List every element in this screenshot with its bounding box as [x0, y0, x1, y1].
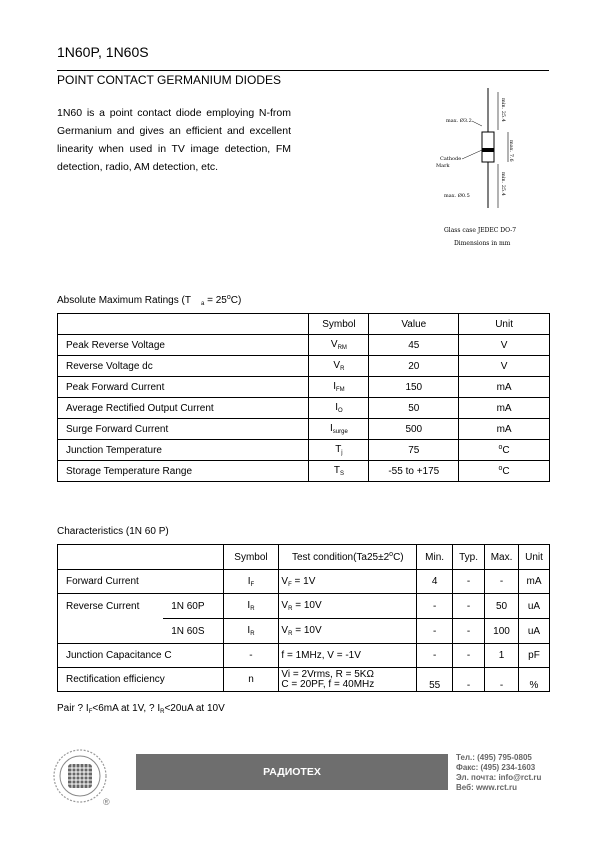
- unit: mA: [519, 570, 550, 594]
- contact-email: Эл. почта: info@rct.ru: [456, 773, 542, 782]
- param: Reverse Current: [58, 594, 164, 619]
- description: 1N60 is a point contact diode employing N-from Germanium and gives an efficient and excellent linearity when used in TV image detection, FM detection, radio, AM detection, etc.: [57, 107, 291, 173]
- header-unit: Unit: [519, 545, 550, 570]
- min: -: [417, 644, 453, 668]
- contact-web: Веб: www.rct.ru: [456, 783, 517, 792]
- symbol: $T_j$: [309, 440, 369, 461]
- abs-max-header-row: [58, 314, 550, 335]
- max: -: [485, 570, 519, 594]
- condition: $V_F = 1V$: [279, 570, 417, 594]
- dimensions-note: Dimensions in mm: [454, 240, 511, 247]
- value: 45: [369, 335, 459, 356]
- value: 150: [369, 377, 459, 398]
- condition: $V_R = 10V$: [279, 594, 417, 619]
- chars-table: [57, 544, 550, 692]
- header-value: Value: [369, 314, 459, 335]
- symbol: $I_O$: [309, 398, 369, 419]
- header-symbol: Symbol: [309, 314, 369, 335]
- company-logo: [52, 748, 108, 804]
- typ: -: [453, 644, 485, 668]
- header-typ: Typ.: [453, 545, 485, 570]
- param: Average Rectified Output Current: [58, 398, 309, 419]
- symbol: $V_R$: [309, 356, 369, 377]
- header-max: Max.: [485, 545, 519, 570]
- symbol: $I_R$: [223, 594, 279, 619]
- table-row: [58, 668, 550, 692]
- model: 1N 60S: [163, 619, 223, 644]
- table-row: [58, 594, 550, 619]
- cathode-mark-label: Mark: [436, 163, 450, 169]
- unit: pF: [519, 644, 550, 668]
- symbol: $I_{FM}$: [309, 377, 369, 398]
- value: 500: [369, 419, 459, 440]
- unit: $^o$C: [459, 440, 550, 461]
- chars-title: Characteristics (1N 60 P): [57, 526, 169, 537]
- param: Surge Forward Current: [58, 419, 309, 440]
- param: Peak Reverse Voltage: [58, 335, 309, 356]
- unit: uA: [519, 594, 550, 619]
- symbol: $I_F$: [223, 570, 279, 594]
- unit: mA: [459, 419, 550, 440]
- table-row: [58, 619, 550, 644]
- unit: uA: [519, 619, 550, 644]
- table-row: [58, 398, 550, 419]
- param: Forward Current: [58, 570, 164, 594]
- param: Storage Temperature Range: [58, 461, 309, 482]
- unit: mA: [459, 398, 550, 419]
- table-row: [58, 440, 550, 461]
- condition: $V_R = 10V$: [279, 619, 417, 644]
- abs-max-table: [57, 313, 550, 482]
- table-row: [58, 335, 550, 356]
- header-unit: Unit: [459, 314, 550, 335]
- value: 75: [369, 440, 459, 461]
- param: Peak Forward Current: [58, 377, 309, 398]
- brand-band: [136, 754, 448, 790]
- contact-phone: Тел.: (495) 795-0805: [456, 753, 532, 762]
- unit: $^o$C: [459, 461, 550, 482]
- typ: -: [453, 668, 485, 692]
- symbol: $I_R$: [223, 619, 279, 644]
- param: Junction Temperature: [58, 440, 309, 461]
- typ: -: [453, 619, 485, 644]
- dim-dia-wire: max. Ø0.5: [444, 193, 470, 199]
- contact-info: [456, 753, 541, 793]
- dim-bottom: min. 25.4: [500, 172, 506, 196]
- case-label: Glass case JEDEC DO-7: [444, 227, 517, 234]
- page-subtitle: POINT CONTACT GERMANIUM DIODES: [57, 73, 282, 87]
- condition: f = 1MHz, V = -1V: [279, 644, 417, 668]
- header-symbol: Symbol: [223, 545, 279, 570]
- brand-name: РАДИОТЕХ: [263, 766, 321, 778]
- table-row: [58, 356, 550, 377]
- dim-top: min. 25.4: [500, 98, 506, 122]
- dim-body: max. 7.6: [508, 140, 514, 162]
- header-test-condition: Test $condition(Ta25\pm 2^oC)$: [279, 545, 417, 570]
- table-row: [58, 419, 550, 440]
- symbol: -: [223, 644, 279, 668]
- header-min: Min.: [417, 545, 453, 570]
- min: 4: [417, 570, 453, 594]
- typ: -: [453, 570, 485, 594]
- value: 50: [369, 398, 459, 419]
- symbol: $I_{surge}$: [309, 419, 369, 440]
- table-row: [58, 461, 550, 482]
- table-row: [58, 570, 550, 594]
- param: Junction Capacitance C: [58, 644, 224, 668]
- max: 50: [485, 594, 519, 619]
- symbol: $V_{RM}$: [309, 335, 369, 356]
- unit: V: [459, 356, 550, 377]
- max: 1: [485, 644, 519, 668]
- typ: -: [453, 594, 485, 619]
- page-title: 1N60P, 1N60S: [57, 44, 149, 60]
- max: 100: [485, 619, 519, 644]
- registered-mark: ®: [103, 797, 110, 807]
- table-row: [58, 644, 550, 668]
- package-diagram: [432, 88, 542, 253]
- min: -: [417, 619, 453, 644]
- chars-header-row: [58, 545, 550, 570]
- model: [163, 570, 223, 594]
- unit: %: [519, 668, 550, 692]
- symbol: $T_S$: [309, 461, 369, 482]
- table-row: [58, 377, 550, 398]
- cathode-label: Cathode: [440, 156, 462, 162]
- value: 20: [369, 356, 459, 377]
- min: -: [417, 594, 453, 619]
- abs-max-title: Absolute Maximum Ratings (T $_a = 25^oC$): [57, 294, 242, 307]
- param: [58, 619, 164, 644]
- value: -55 to +175: [369, 461, 459, 482]
- pair-note: Pair ? $I_F<6mA$ at 1V, ? $I_R<20uA$ at 10V: [57, 703, 225, 715]
- unit: mA: [459, 377, 550, 398]
- unit: V: [459, 335, 550, 356]
- param: Rectification efficiency: [58, 668, 224, 692]
- dim-dia-lead: max. Ø3.2: [446, 118, 472, 124]
- param: Reverse Voltage dc: [58, 356, 309, 377]
- title-divider: [57, 70, 549, 71]
- min: 55: [417, 668, 453, 692]
- condition: Vi = 2Vrms, R = 5KΩ C = 20PF, f = 40MHz: [279, 668, 417, 692]
- contact-fax: Факс: (495) 234-1603: [456, 763, 536, 772]
- model: 1N 60P: [163, 594, 223, 619]
- symbol: n: [223, 668, 279, 692]
- max: -: [485, 668, 519, 692]
